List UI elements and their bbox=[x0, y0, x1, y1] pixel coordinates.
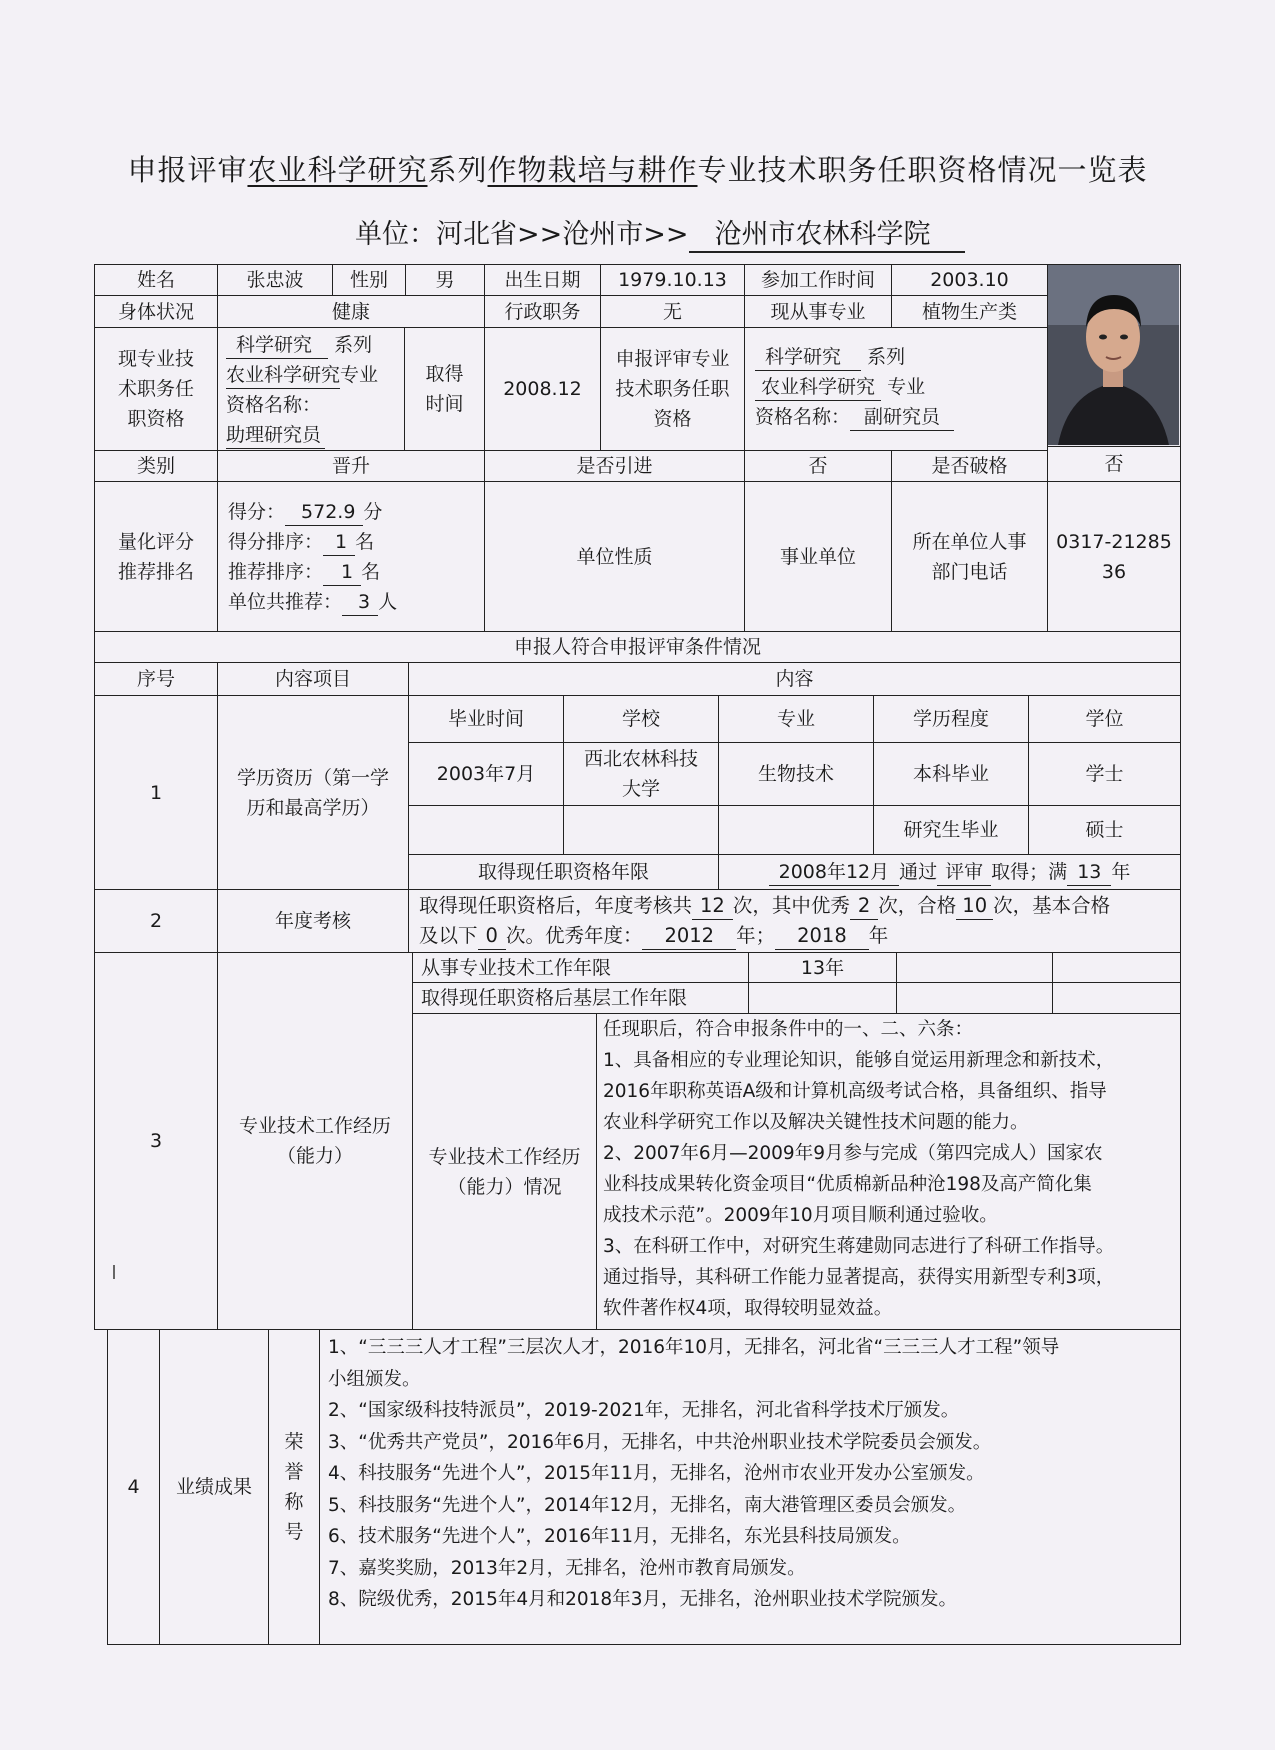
exp-line: 2、2007年6月—2009年9月参与完成（第四完成人）国家农 bbox=[603, 1143, 1103, 1164]
edu-col-time: 毕业时间 bbox=[408, 695, 564, 743]
edu-r1-level: 本科毕业 bbox=[873, 742, 1029, 806]
applicant-photo bbox=[1047, 264, 1181, 447]
section-title: 申报人符合申报评审条件情况 bbox=[94, 631, 1181, 663]
title-major: 作物栽培与耕作 bbox=[487, 153, 698, 187]
rank-value: 1 bbox=[323, 529, 355, 556]
annual-t7: 年； bbox=[736, 924, 776, 947]
total-unit: 人 bbox=[378, 590, 398, 613]
years-method: 评审 bbox=[937, 859, 991, 886]
category-value: 晋升 bbox=[217, 450, 485, 482]
annual-t3: 次，合格 bbox=[878, 894, 957, 917]
annual-y2: 2018 bbox=[775, 923, 869, 950]
work-start-value: 2003.10 bbox=[891, 264, 1048, 296]
edu-col-level: 学历程度 bbox=[873, 695, 1029, 743]
document-title bbox=[0, 148, 1275, 189]
exp-desc bbox=[596, 1013, 1181, 1330]
edu-years-label: 取得现任职资格年限 bbox=[408, 854, 719, 890]
edu-r1-time: 2003年7月 bbox=[408, 742, 564, 806]
exp-line: 2016年职称英语A级和计算机高级考试合格，具备组织、指导 bbox=[603, 1081, 1107, 1102]
app-series: 科学研究 bbox=[755, 344, 861, 371]
achieve-no: 4 bbox=[107, 1329, 160, 1645]
exp-line: 1、具备相应的专业理论知识，能够自觉运用新理念和新技术， bbox=[603, 1050, 1115, 1071]
edu-no: 1 bbox=[94, 695, 218, 890]
birth-value: 1979.10.13 bbox=[600, 264, 745, 296]
achieve-line: 5、科技服务“先进个人”，2014年12月，无排名，南大港管理区委员会颁发。 bbox=[328, 1494, 967, 1516]
exp-years-blank1 bbox=[896, 952, 1053, 983]
exp-line: 农业科学研究工作以及解决关键性技术问题的能力。 bbox=[603, 1112, 1029, 1133]
gender-label: 性别 bbox=[332, 264, 406, 296]
edu-col-school: 学校 bbox=[563, 695, 719, 743]
years-get: 取得；满 bbox=[991, 861, 1068, 883]
name-value: 张忠波 bbox=[217, 264, 333, 296]
rec-unit: 名 bbox=[361, 560, 381, 583]
annual-t4: 次，基本合格 bbox=[993, 894, 1111, 917]
exp-line: 业科技成果转化资金项目“优质棉新品种沧198及高产简化集 bbox=[603, 1174, 1092, 1195]
exp-base-label: 取得现任职资格后基层工作年限 bbox=[412, 982, 749, 1014]
app-name-label: 资格名称： bbox=[755, 406, 851, 428]
achieve-line: 7、嘉奖奖励，2013年2月，无排名，沧州市教育局颁发。 bbox=[328, 1557, 806, 1579]
annual-basic: 0 bbox=[478, 923, 506, 950]
break-label: 是否破格 bbox=[891, 450, 1048, 482]
edu-r2-time bbox=[408, 805, 564, 855]
cur-series: 科学研究 bbox=[226, 332, 328, 359]
achieve-line: 4、科技服务“先进个人”，2015年11月，无排名，沧州市农业开发办公室颁发。 bbox=[328, 1463, 985, 1484]
edu-r1-school: 西北农林科技大学 bbox=[563, 742, 719, 806]
scan-mark bbox=[113, 1265, 115, 1279]
header-item: 内容项目 bbox=[217, 662, 409, 696]
annual-t8: 年 bbox=[868, 924, 889, 947]
annual-item: 年度考核 bbox=[217, 889, 409, 953]
annual-y1: 2012 bbox=[642, 923, 736, 950]
nature-value: 事业单位 bbox=[744, 481, 892, 632]
annual-total: 12 bbox=[692, 893, 733, 920]
rank-label: 得分排序： bbox=[228, 530, 324, 553]
obtain-label: 取得时间 bbox=[404, 327, 485, 451]
exp-desc-label: 专业技术工作经历（能力）情况 bbox=[412, 1013, 597, 1330]
score-value: 572.9 bbox=[285, 499, 363, 526]
cur-major-word: 专业 bbox=[340, 364, 379, 386]
category-label: 类别 bbox=[94, 450, 218, 482]
annual-no: 2 bbox=[94, 889, 218, 953]
score-block bbox=[217, 481, 485, 632]
achieve-item: 业绩成果 bbox=[159, 1329, 269, 1645]
current-qual-value bbox=[217, 327, 405, 451]
total-value: 3 bbox=[342, 589, 378, 616]
edu-r2-school bbox=[563, 805, 719, 855]
exp-line: 软件著作权4项，取得较明显效益。 bbox=[603, 1298, 893, 1319]
name-label: 姓名 bbox=[94, 264, 218, 296]
health-label: 身体状况 bbox=[94, 295, 218, 328]
annual-t2: 次，其中优秀 bbox=[732, 894, 850, 917]
apply-qual-value bbox=[744, 327, 1048, 451]
years-unit: 年 bbox=[1111, 861, 1131, 883]
edu-item: 学历资历（第一学历和最高学历） bbox=[217, 695, 409, 890]
break-value: 否 bbox=[1047, 446, 1181, 482]
exp-years-value: 13年 bbox=[748, 952, 897, 983]
portrait-image bbox=[1048, 265, 1179, 445]
exp-line: 成技术示范”。2009年10月项目顺利通过验收。 bbox=[603, 1205, 998, 1226]
annual-content bbox=[408, 889, 1181, 953]
annual-excellent: 2 bbox=[850, 893, 878, 920]
cur-major: 农业科学研究 bbox=[226, 362, 340, 389]
exp-years-blank2 bbox=[1052, 952, 1181, 983]
score-text-label: 得分： bbox=[228, 500, 286, 523]
exp-base-blank2 bbox=[1052, 982, 1181, 1014]
app-major-word: 专业 bbox=[887, 376, 926, 398]
phone-value: 0317-2128536 bbox=[1047, 481, 1181, 632]
rank-unit: 名 bbox=[355, 530, 375, 553]
exp-item: 专业技术工作经历（能力） bbox=[217, 952, 413, 1330]
intro-value: 否 bbox=[744, 450, 892, 482]
achieve-line: 小组颁发。 bbox=[328, 1368, 421, 1390]
edu-r2-level: 研究生毕业 bbox=[873, 805, 1029, 855]
achieve-line: 3、“优秀共产党员”，2016年6月，无排名，中共沧州职业技术学院委员会颁发。 bbox=[328, 1431, 992, 1453]
total-label: 单位共推荐： bbox=[228, 590, 343, 613]
annual-t1: 取得现任职资格后，年度考核共 bbox=[419, 894, 693, 917]
cur-name: 助理研究员 bbox=[226, 422, 325, 449]
title-series: 农业科学研究 bbox=[247, 153, 428, 187]
achieve-sub: 荣誉称号 bbox=[268, 1329, 320, 1645]
years-date: 2008年12月 bbox=[769, 859, 900, 886]
admin-label: 行政职务 bbox=[484, 295, 601, 328]
admin-value: 无 bbox=[600, 295, 745, 328]
unit-name: 沧州市农林科学院 bbox=[689, 212, 965, 253]
achieve-line: 8、院级优秀，2015年4月和2018年3月，无排名，沧州职业技术学院颁发。 bbox=[328, 1589, 957, 1610]
cur-name-label: 资格名称： bbox=[226, 394, 322, 416]
exp-line: 通过指导，其科研工作能力显著提高，获得实用新型专利3项， bbox=[603, 1267, 1115, 1288]
phone-label: 所在单位人事部门电话 bbox=[891, 481, 1048, 632]
cur-series-word: 系列 bbox=[334, 334, 373, 356]
achieve-line: 6、技术服务“先进个人”，2016年11月，无排名，东光县科技局颁发。 bbox=[328, 1526, 911, 1547]
edu-r2-degree: 硕士 bbox=[1028, 805, 1181, 855]
obtain-value: 2008.12 bbox=[484, 327, 601, 451]
exp-base-blank1 bbox=[896, 982, 1053, 1014]
edu-r1-major: 生物技术 bbox=[718, 742, 874, 806]
health-value: 健康 bbox=[217, 295, 485, 328]
current-qual-label: 现专业技术职务任职资格 bbox=[94, 327, 218, 451]
achieve-line: 2、“国家级科技特派员”，2019-2021年，无排名，河北省科学技术厅颁发。 bbox=[328, 1400, 960, 1421]
achieve-line: 1、“三三三人才工程”三层次人才，2016年10月，无排名，河北省“三三三人才工程”领导 bbox=[328, 1337, 1060, 1358]
years-via: 通过 bbox=[899, 861, 938, 883]
rec-value: 1 bbox=[323, 559, 361, 586]
edu-years-value bbox=[718, 854, 1181, 890]
unit-line bbox=[355, 212, 965, 253]
exp-line: 任现职后，符合申报条件中的一、二、六条： bbox=[603, 1019, 974, 1040]
annual-t5: 及以下 bbox=[419, 924, 478, 947]
field-value: 植物生产类 bbox=[891, 295, 1048, 328]
edu-col-major: 专业 bbox=[718, 695, 874, 743]
field-label: 现从事专业 bbox=[744, 295, 892, 328]
title-prefix: 申报评审 bbox=[127, 153, 248, 187]
app-major: 农业科学研究 bbox=[755, 374, 881, 401]
exp-base-value bbox=[748, 982, 897, 1014]
intro-label: 是否引进 bbox=[484, 450, 745, 482]
exp-no: 3 bbox=[94, 952, 218, 1330]
achieve-list bbox=[319, 1329, 1181, 1645]
annual-pass: 10 bbox=[956, 893, 993, 920]
years-n: 13 bbox=[1067, 859, 1111, 886]
title-mid: 系列 bbox=[427, 153, 488, 187]
header-content: 内容 bbox=[408, 662, 1181, 696]
edu-col-degree: 学位 bbox=[1028, 695, 1181, 743]
exp-line: 3、在科研工作中，对研究生蒋建勋同志进行了科研工作指导。 bbox=[603, 1236, 1115, 1257]
unit-label: 单位：河北省>>沧州市>> bbox=[355, 219, 689, 250]
title-suffix: 专业技术职务任职资格情况一览表 bbox=[697, 153, 1148, 187]
edu-r2-major bbox=[718, 805, 874, 855]
nature-label: 单位性质 bbox=[484, 481, 745, 632]
app-name: 副研究员 bbox=[850, 404, 954, 431]
rec-label: 推荐排序： bbox=[228, 560, 324, 583]
app-series-word: 系列 bbox=[867, 346, 906, 368]
score-unit: 分 bbox=[363, 500, 383, 523]
annual-t6: 次。优秀年度： bbox=[505, 924, 643, 947]
edu-r1-degree: 学士 bbox=[1028, 742, 1181, 806]
work-start-label: 参加工作时间 bbox=[744, 264, 892, 296]
exp-years-label: 从事专业技术工作年限 bbox=[412, 952, 749, 983]
apply-qual-label: 申报评审专业技术职务任职资格 bbox=[600, 327, 745, 451]
score-label: 量化评分推荐排名 bbox=[94, 481, 218, 632]
gender-value: 男 bbox=[405, 264, 485, 296]
header-no: 序号 bbox=[94, 662, 218, 696]
birth-label: 出生日期 bbox=[484, 264, 601, 296]
